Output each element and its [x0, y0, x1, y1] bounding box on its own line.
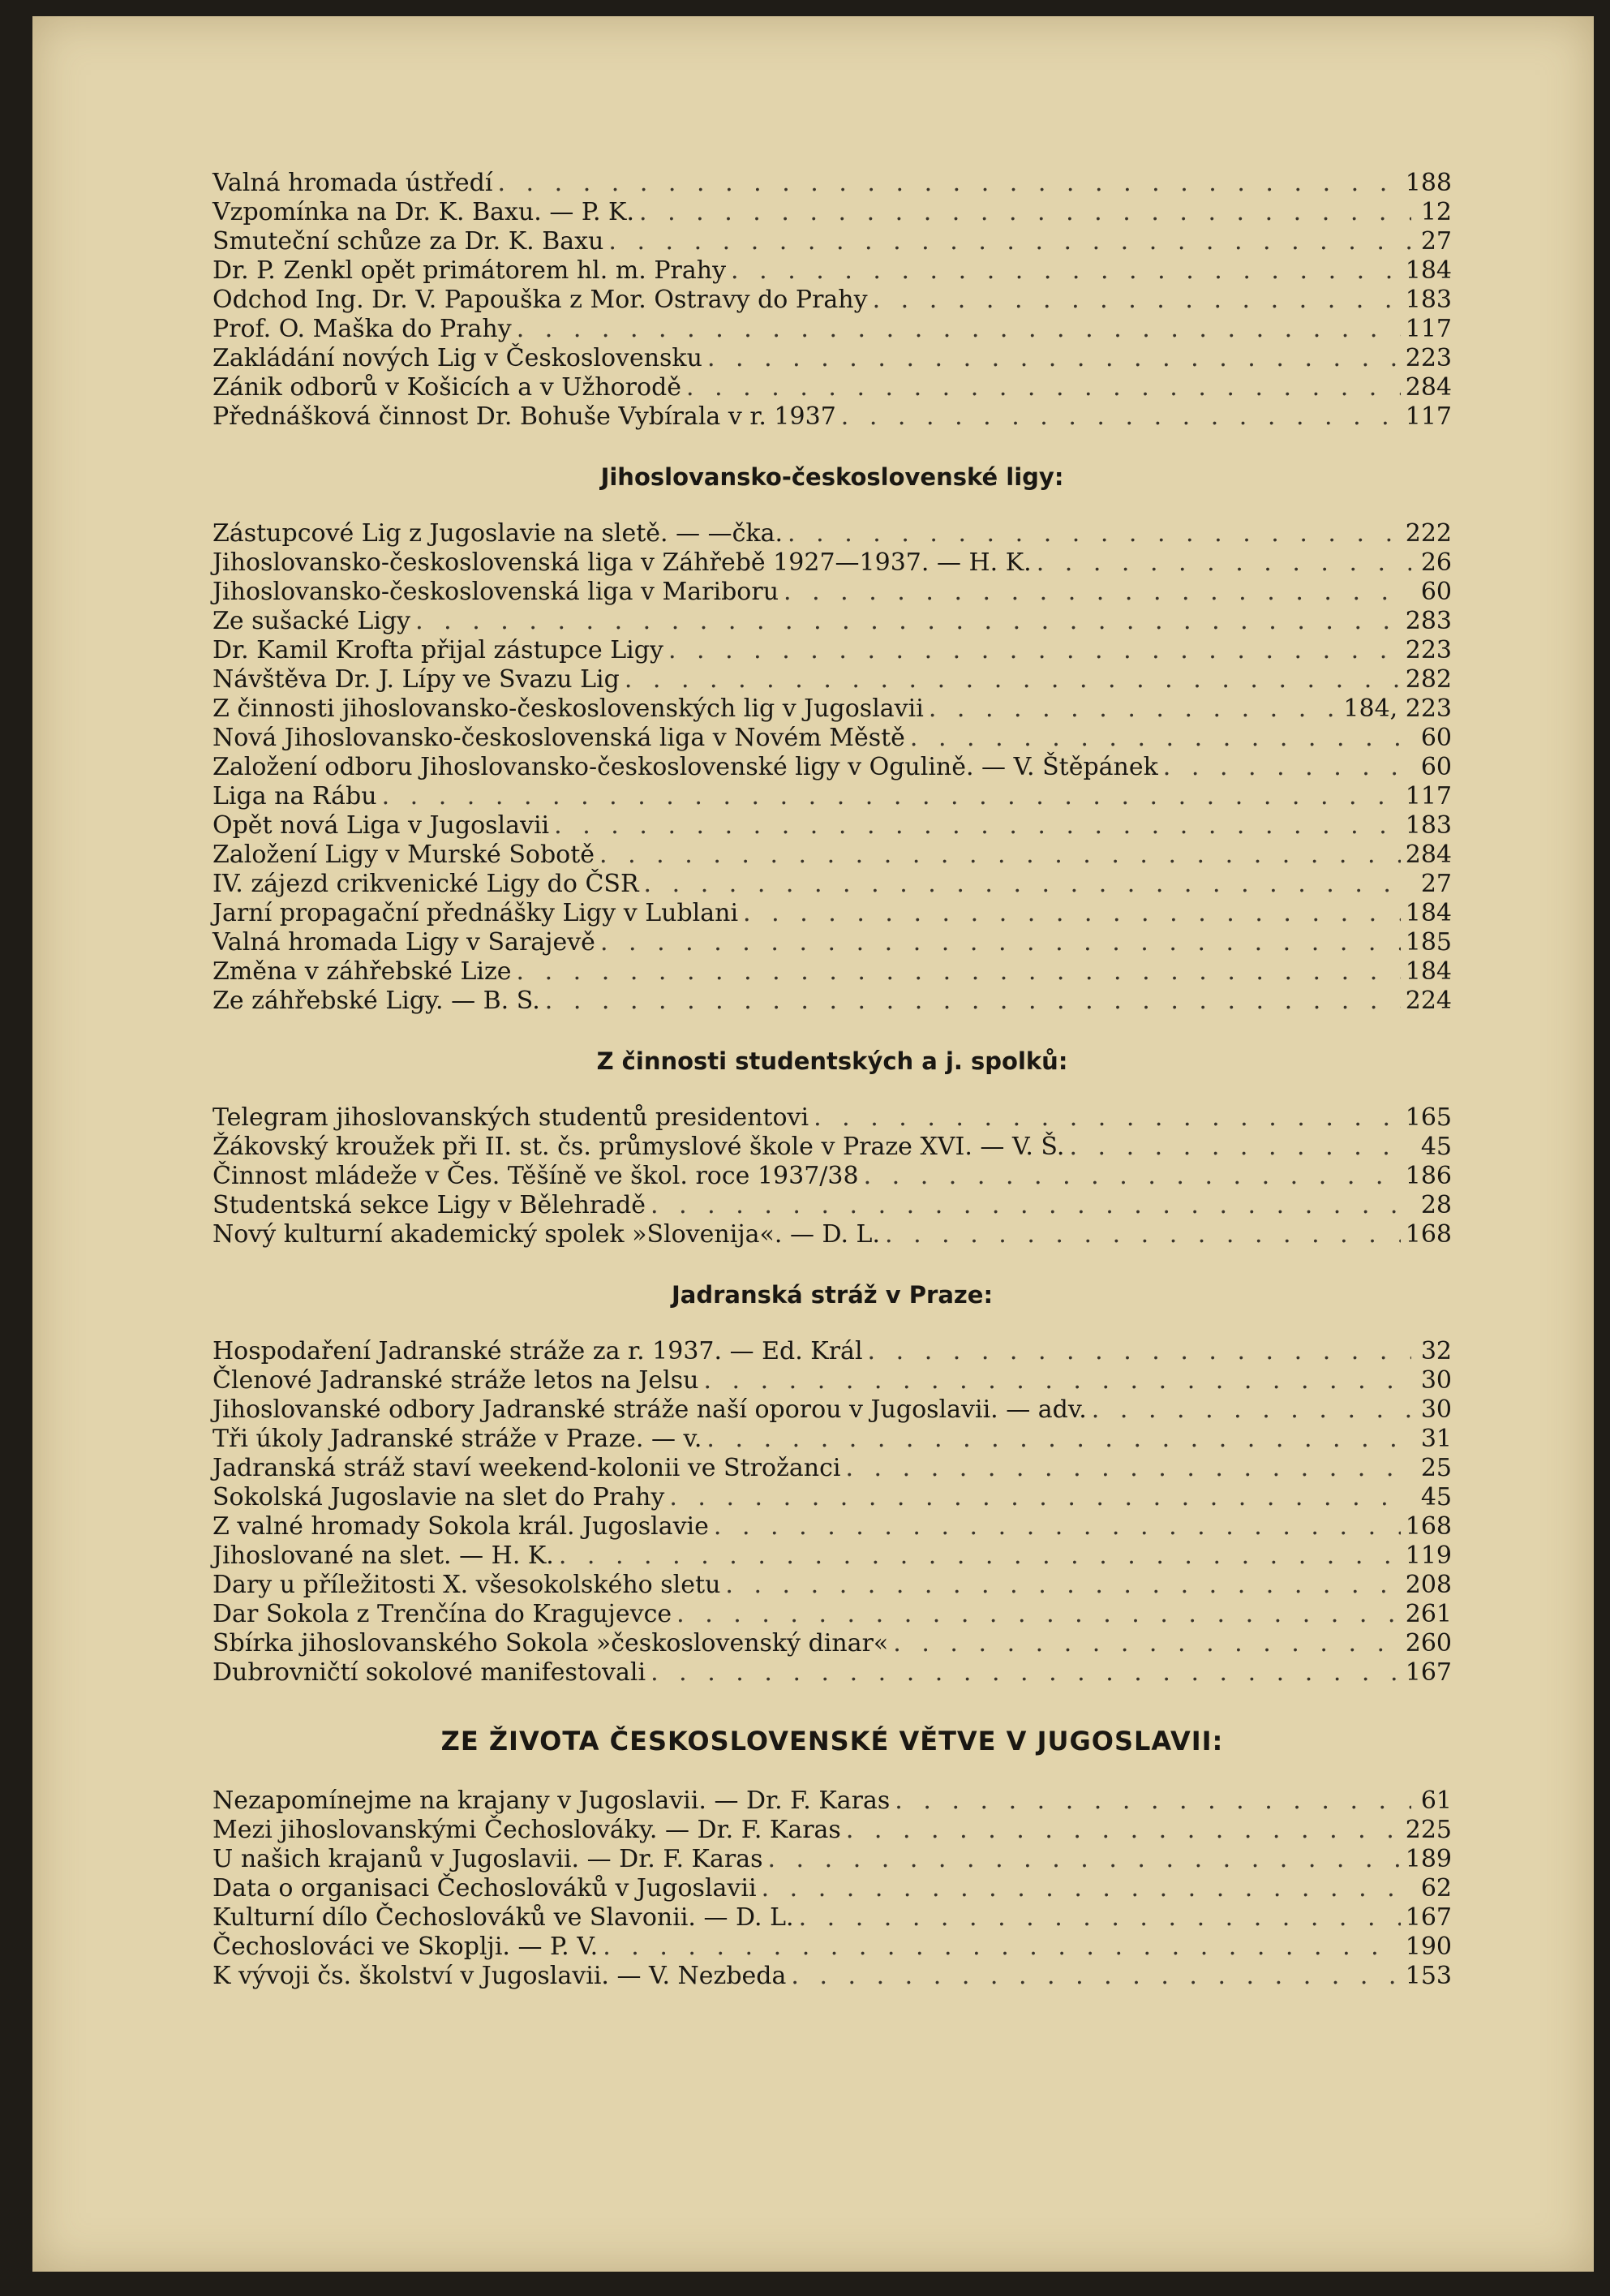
page-number: 30 — [1420, 1366, 1452, 1395]
entry-title: Jihoslovansko-československá liga v Mariboru — [213, 578, 779, 606]
dot-leader — [707, 344, 1401, 373]
dot-leader — [600, 928, 1401, 957]
toc-entry — [213, 753, 1452, 782]
toc-entry — [213, 227, 1452, 256]
entry-title: Změna v záhřebské Lize — [213, 957, 512, 986]
toc-entry — [213, 636, 1452, 665]
page-number: 208 — [1405, 1571, 1452, 1599]
toc-entry — [213, 1571, 1452, 1600]
dot-leader — [910, 724, 1411, 753]
page-number: 167 — [1405, 1658, 1452, 1687]
toc-entry — [213, 402, 1452, 432]
entry-title: Valná hromada Ligy v Sarajevě — [213, 928, 595, 957]
dot-leader — [706, 1425, 1411, 1454]
toc-entry — [213, 1103, 1452, 1133]
page-number: 225 — [1405, 1816, 1452, 1844]
toc-entry — [213, 344, 1452, 373]
entry-title: Činnost mládeže v Čes. Těšíně ve škol. roce 1937/38 — [213, 1162, 859, 1190]
toc-entry — [213, 1845, 1452, 1874]
dot-leader — [650, 1658, 1401, 1688]
toc-entry — [213, 987, 1452, 1016]
page-number: 27 — [1420, 227, 1452, 256]
entry-title: U našich krajanů v Jugoslavii. — Dr. F. Karas — [213, 1845, 763, 1873]
entry-title: Dr. Kamil Krofta přijal zástupce Ligy — [213, 636, 663, 664]
toc-entry — [213, 578, 1452, 607]
page-number: 184 — [1405, 256, 1452, 285]
entry-title: Ze sušacké Ligy — [213, 607, 411, 635]
page-number: 32 — [1420, 1337, 1452, 1365]
toc-entry — [213, 1366, 1452, 1395]
entry-title: Jihoslované na slet. — H. K. — [213, 1541, 554, 1570]
page-number: 61 — [1420, 1786, 1452, 1815]
entry-title: Návštěva Dr. J. Lípy ve Svazu Lig — [213, 665, 620, 694]
toc-section — [213, 169, 1452, 432]
toc-entry — [213, 1541, 1452, 1571]
dot-leader — [554, 811, 1401, 841]
page-number: 183 — [1405, 811, 1452, 840]
toc-entry — [213, 1933, 1452, 1962]
toc-entry — [213, 1629, 1452, 1658]
dot-leader — [668, 636, 1401, 665]
toc-entry — [213, 811, 1452, 841]
entry-title: Kulturní dílo Čechoslováků ve Slavonii. — D. L. — [213, 1903, 794, 1932]
entry-title: Tři úkoly Jadranské stráže v Praze. — v. — [213, 1425, 702, 1453]
toc-entry — [213, 1425, 1452, 1454]
entry-title: Zánik odborů v Košicích a v Užhorodě — [213, 373, 682, 402]
dot-leader — [767, 1845, 1400, 1874]
page-number: 223 — [1405, 636, 1452, 664]
page-number: 26 — [1420, 548, 1452, 577]
page-number: 117 — [1405, 402, 1452, 431]
entry-title: Jadranská stráž staví weekend-kolonii ve Strožanci — [213, 1454, 841, 1482]
page-number: 153 — [1405, 1962, 1452, 1990]
toc-entry — [213, 1337, 1452, 1366]
toc-entry — [213, 1874, 1452, 1903]
toc-entry — [213, 1903, 1452, 1933]
dot-leader — [676, 1600, 1401, 1629]
page-number: 282 — [1405, 665, 1452, 694]
dot-leader — [517, 315, 1401, 344]
page-number: 45 — [1420, 1483, 1452, 1511]
dot-leader — [762, 1874, 1411, 1903]
dot-leader — [885, 1220, 1401, 1249]
entry-title: Sbírka jihoslovanského Sokola »československý dinar« — [213, 1629, 889, 1658]
dot-leader — [788, 519, 1401, 548]
entry-title: Telegram jihoslovanských studentů presidentovi — [213, 1103, 809, 1132]
toc-entry — [213, 1395, 1452, 1425]
toc-entry — [213, 1220, 1452, 1249]
dot-leader — [644, 870, 1411, 899]
toc-entry — [213, 1658, 1452, 1688]
entry-title: K vývoji čs. školství v Jugoslavii. — V. Nezbeda — [213, 1962, 787, 1990]
entry-title: Odchod Ing. Dr. V. Papouška z Mor. Ostravy do Prahy — [213, 286, 868, 314]
dot-leader — [929, 694, 1339, 724]
dot-leader — [650, 1191, 1411, 1220]
page-number: 188 — [1405, 169, 1452, 197]
toc-entry — [213, 1512, 1452, 1541]
entry-title: Nezapomínejme na krajany v Jugoslavii. — Dr. F. Karas — [213, 1786, 891, 1815]
entry-title: Smuteční schůze za Dr. K. Baxu — [213, 227, 604, 256]
toc-entry — [213, 169, 1452, 198]
page-number: 167 — [1405, 1903, 1452, 1932]
entry-title: Dar Sokola z Trenčína do Kragujevce — [213, 1600, 672, 1628]
toc-entry — [213, 519, 1452, 548]
page-number: 283 — [1405, 607, 1452, 635]
page-number: 25 — [1420, 1454, 1452, 1482]
entry-title: Data o organisaci Čechoslováků v Jugoslavii — [213, 1874, 757, 1903]
entry-title: Ze záhřebské Ligy. — B. S. — [213, 987, 540, 1015]
entry-title: Dr. P. Zenkl opět primátorem hl. m. Prahy — [213, 256, 727, 285]
dot-leader — [703, 1366, 1411, 1395]
toc-entry — [213, 928, 1452, 957]
entry-title: Prof. O. Maška do Prahy — [213, 315, 512, 343]
page-number: 260 — [1405, 1629, 1452, 1658]
toc-entry — [213, 782, 1452, 811]
dot-leader — [517, 957, 1401, 987]
entry-title: Opět nová Liga v Jugoslavii — [213, 811, 550, 840]
toc-section — [213, 1726, 1452, 1991]
dot-leader — [868, 1337, 1411, 1366]
page-number: 224 — [1405, 987, 1452, 1015]
dot-leader — [415, 607, 1401, 636]
entry-title: Členové Jadranské stráže letos na Jelsu — [213, 1366, 699, 1395]
page-number: 184 — [1405, 899, 1452, 927]
page-number: 31 — [1420, 1425, 1452, 1453]
dot-leader — [599, 841, 1401, 870]
entry-title: Vzpomínka na Dr. K. Baxu. — P. K. — [213, 198, 635, 226]
page-number: 60 — [1420, 578, 1452, 606]
dot-leader — [791, 1962, 1400, 1991]
toc-entry — [213, 1191, 1452, 1220]
page-number: 12 — [1420, 198, 1452, 226]
dot-leader — [545, 987, 1401, 1016]
page-number: 261 — [1405, 1600, 1452, 1628]
toc-section — [213, 1280, 1452, 1688]
entry-title: Sokolská Jugoslavie na slet do Prahy — [213, 1483, 665, 1511]
entry-title: Liga na Rábu — [213, 782, 377, 810]
toc-entry — [213, 1162, 1452, 1191]
dot-leader — [1092, 1395, 1411, 1425]
dot-leader — [893, 1629, 1400, 1658]
dot-leader — [845, 1454, 1411, 1483]
page-number: 184, 223 — [1343, 694, 1452, 723]
section-heading: Z činnosti studentských a j. spolků: — [596, 1047, 1068, 1075]
dot-leader — [669, 1483, 1411, 1512]
section-heading: ZE ŽIVOTA ČESKOSLOVENSKÉ VĚTVE V JUGOSLAVII: — [440, 1726, 1224, 1756]
toc-entry — [213, 1600, 1452, 1629]
toc-section — [213, 462, 1452, 1016]
toc-entry — [213, 198, 1452, 227]
entry-title: Valná hromada ústředí — [213, 169, 493, 197]
entry-title: Dubrovničtí sokolové manifestovali — [213, 1658, 646, 1687]
entry-title: Z činnosti jihoslovansko-československých lig v Jugoslavii — [213, 694, 924, 723]
dot-leader — [1069, 1133, 1411, 1162]
entry-title: Čechoslováci ve Skoplji. — P. V. — [213, 1933, 599, 1961]
dot-leader — [1037, 548, 1411, 578]
dot-leader — [873, 286, 1401, 315]
entry-title: Jihoslovansko-československá liga v Záhřebě 1927—1937. — H. K. — [213, 548, 1032, 577]
page-number: 223 — [1405, 344, 1452, 372]
toc-entry — [213, 899, 1452, 928]
toc-entry — [213, 607, 1452, 636]
toc-entry — [213, 1133, 1452, 1162]
toc-entry — [213, 1454, 1452, 1483]
dot-leader — [725, 1571, 1400, 1600]
toc-entry — [213, 957, 1452, 987]
dot-leader — [895, 1786, 1411, 1816]
entry-title: Mezi jihoslovanskými Čechoslováky. — Dr. F. Karas — [213, 1816, 841, 1844]
toc-entry — [213, 315, 1452, 344]
entry-title: Založení odboru Jihoslovansko-československé ligy v Ogulině. — V. Štěpánek — [213, 753, 1158, 781]
page-number: 27 — [1420, 870, 1452, 898]
dot-leader — [841, 402, 1401, 432]
page-number: 165 — [1405, 1103, 1452, 1132]
toc-entry — [213, 256, 1452, 286]
page-number: 222 — [1405, 519, 1452, 548]
page-number: 117 — [1405, 782, 1452, 810]
toc-entry — [213, 724, 1452, 753]
toc-entry — [213, 841, 1452, 870]
entry-title: Hospodaření Jadranské stráže za r. 1937. — Ed. Král — [213, 1337, 863, 1365]
toc-entry — [213, 1483, 1452, 1512]
page-number: 190 — [1405, 1933, 1452, 1961]
page-number: 45 — [1420, 1133, 1452, 1161]
page-number: 168 — [1405, 1220, 1452, 1249]
toc-section — [213, 1047, 1452, 1249]
dot-leader — [608, 227, 1411, 256]
toc-entry — [213, 1816, 1452, 1845]
toc-entry — [213, 1786, 1452, 1816]
dot-leader — [497, 169, 1400, 198]
entry-title: Žákovský kroužek při II. st. čs. průmyslové škole v Praze XVI. — V. Š. — [213, 1133, 1065, 1161]
dot-leader — [731, 256, 1401, 286]
entry-title: Přednášková činnost Dr. Bohuše Vybírala v r. 1937 — [213, 402, 836, 431]
dot-leader — [625, 665, 1401, 694]
entry-title: Jarní propagační přednášky Ligy v Lublani — [213, 899, 739, 927]
dot-leader — [686, 373, 1401, 402]
section-heading: Jadranská stráž v Praze: — [671, 1281, 994, 1309]
toc-entry — [213, 548, 1452, 578]
page-number: 168 — [1405, 1512, 1452, 1541]
page-number: 183 — [1405, 286, 1452, 314]
table-of-contents — [213, 169, 1452, 1991]
page-number: 119 — [1405, 1541, 1452, 1570]
entry-title: Jihoslovanské odbory Jadranské stráže naší oporou v Jugoslavii. — adv. — [213, 1395, 1087, 1424]
page-number: 184 — [1405, 957, 1452, 986]
page-number: 185 — [1405, 928, 1452, 957]
section-heading: Jihoslovansko-československé ligy: — [600, 463, 1064, 491]
dot-leader — [799, 1903, 1401, 1933]
dot-leader — [714, 1512, 1401, 1541]
dot-leader — [1163, 753, 1411, 782]
page-number: 28 — [1420, 1191, 1452, 1219]
entry-title: Nová Jihoslovansko-československá liga v Novém Městě — [213, 724, 905, 752]
entry-title: Zakládání nových Lig v Československu — [213, 344, 702, 372]
dot-leader — [382, 782, 1401, 811]
page-number: 62 — [1420, 1874, 1452, 1903]
page-number: 189 — [1405, 1845, 1452, 1873]
dot-leader — [639, 198, 1411, 227]
book-page — [32, 16, 1594, 2272]
entry-title: Nový kulturní akademický spolek »Slovenija«. — D. L. — [213, 1220, 880, 1249]
page-number: 284 — [1405, 841, 1452, 869]
entry-title: Založení Ligy v Murské Sobotě — [213, 841, 595, 869]
page-number: 60 — [1420, 724, 1452, 752]
dot-leader — [743, 899, 1401, 928]
dot-leader — [559, 1541, 1401, 1571]
page-number: 284 — [1405, 373, 1452, 402]
dot-leader — [864, 1162, 1401, 1191]
entry-title: Z valné hromady Sokola král. Jugoslavie — [213, 1512, 709, 1541]
page-number: 117 — [1405, 315, 1452, 343]
toc-entry — [213, 694, 1452, 724]
page-number: 60 — [1420, 753, 1452, 781]
dot-leader — [603, 1933, 1401, 1962]
dot-leader — [814, 1103, 1401, 1133]
toc-entry — [213, 373, 1452, 402]
entry-title: Zástupcové Lig z Jugoslavie na sletě. — —čka. — [213, 519, 784, 548]
toc-entry — [213, 286, 1452, 315]
entry-title: Dary u příležitosti X. všesokolského sletu — [213, 1571, 721, 1599]
dot-leader — [846, 1816, 1401, 1845]
page-number: 186 — [1405, 1162, 1452, 1190]
entry-title: Studentská sekce Ligy v Bělehradě — [213, 1191, 646, 1219]
toc-entry — [213, 870, 1452, 899]
entry-title: IV. zájezd crikvenické Ligy do ČSR — [213, 870, 639, 898]
page-number: 30 — [1420, 1395, 1452, 1424]
toc-entry — [213, 665, 1452, 694]
dot-leader — [784, 578, 1411, 607]
toc-entry — [213, 1962, 1452, 1991]
